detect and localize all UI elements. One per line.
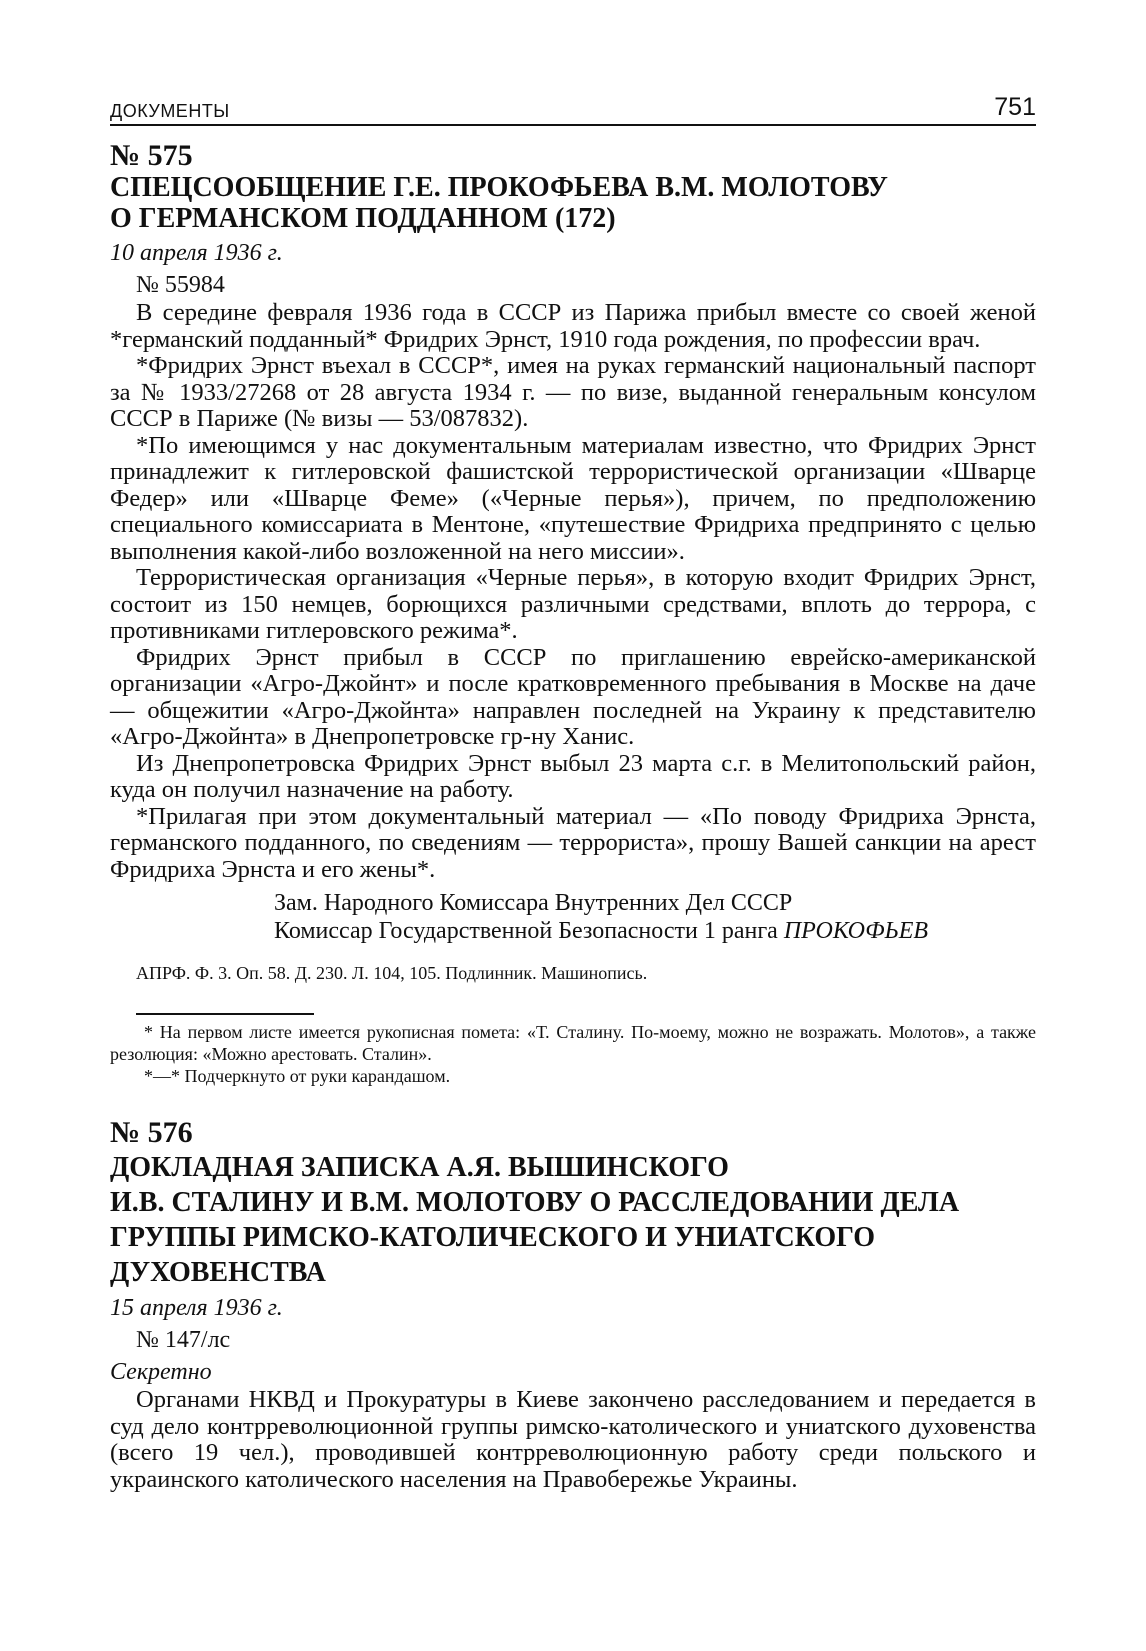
footnote-1: * На первом листе имеется рукописная помета: «Т. Сталину. По-моему, можно не возражать. Молотов», а также резолюция: «Можно арестовать. Сталин». <box>110 1022 1036 1064</box>
signature-block <box>274 889 1036 945</box>
doc-575-ref-number: № 55984 <box>136 272 225 298</box>
signature-role-2-line <box>274 917 1036 945</box>
footnote-divider <box>136 1013 314 1015</box>
section-title: ДОКУМЕНТЫ <box>110 101 230 121</box>
document-575 <box>110 140 1036 1087</box>
paragraph: Из Днепропетровска Фридрих Эрнст выбыл 23 марта с.г. в Мелитопольский район, куда он получил назначение на работу. <box>110 749 1036 803</box>
doc-576-number: № 576 <box>110 1116 193 1149</box>
doc-575-title-line-1: СПЕЦСООБЩЕНИЕ Г.Е. ПРОКОФЬЕВА В.М. МОЛОТОВУ <box>110 172 888 203</box>
paragraph: Фридрих Эрнст прибыл в СССР по приглашению еврейско-американской организации «Агро-Джойнт» и после кратковременного пребывания в Москве на даче — общежитии «Агро-Джойнта» направлен последней на Украину к представителю «Агро-Джойнта» в Днепропетровске гр-ну Ханис. <box>110 643 1036 750</box>
doc-575-date: 10 апреля 1936 г. <box>110 240 283 266</box>
running-head <box>110 88 1036 126</box>
paragraph: В середине февраля 1936 года в СССР из Парижа прибыл вместе со своей женой *германский подданный* Фридрих Эрнст, 1910 года рождения, по профессии врач. <box>110 299 1036 353</box>
doc-576-title-line-4: ДУХОВЕНСТВА <box>110 1257 326 1288</box>
signature-name: ПРОКОФЬЕВ <box>783 918 929 944</box>
signature-role-2: Комиссар Государственной Безопасности 1 ранга <box>274 918 778 944</box>
paragraph: Органами НКВД и Прокуратуры в Киеве закончено расследованием и передается в суд дело контрреволюционной группы римско-католического и униатского духовенства (всего 19 чел.), проводившей контрреволюционную работу среди польского и украинского католического населения на Правобережье Украины. <box>110 1386 1036 1493</box>
signature-role-1: Зам. Народного Комиссара Внутренних Дел СССР <box>274 890 793 916</box>
doc-576-ref-number: № 147/лс <box>136 1327 231 1353</box>
classification-label: Секретно <box>110 1359 212 1385</box>
doc-575-number: № 575 <box>110 139 193 172</box>
doc-576-title-line-1: ДОКЛАДНАЯ ЗАПИСКА А.Я. ВЫШИНСКОГО <box>110 1152 729 1183</box>
doc-576-date: 15 апреля 1936 г. <box>110 1295 283 1321</box>
doc-576-title-line-3: ГРУППЫ РИМСКО-КАТОЛИЧЕСКОГО И УНИАТСКОГО <box>110 1222 876 1253</box>
document-576 <box>110 1117 1036 1493</box>
page-number: 751 <box>994 93 1036 121</box>
document-page <box>110 88 1036 1493</box>
paragraph: *Фридрих Эрнст въехал в СССР*, имея на руках германский национальный паспорт за № 1933/27268 от 28 августа 1934 г. — по визе, выданной генеральным консулом СССР в Париже (№ визы — 53/087832). <box>110 352 1036 432</box>
footnote-2: *—* Подчеркнуто от руки карандашом. <box>144 1066 451 1086</box>
doc-576-body <box>110 1387 1036 1493</box>
paragraph: *По имеющимся у нас документальным материалам известно, что Фридрих Эрнст принадлежит к гитлеровской фашистской террористической организации «Шварце Федер» или «Шварце Феме» («Черные перья»), причем, по предположению специального комиссариата в Ментоне, «путешествие Фридриха предпринято с целью выполнения какой-либо возложенной на него миссии». <box>110 431 1036 565</box>
paragraph: *Прилагая при этом документальный материал — «По поводу Фридриха Эрнста, германского подданного, по сведениям — террориста», прошу Вашей санкции на арест Фридриха Эрнста и его жены*. <box>110 802 1036 883</box>
paragraph: Террористическая организация «Черные перья», в которую входит Фридрих Эрнст, состоит из 150 немцев, борющихся различными средствами, вплоть до террора, с противниками гитлеровского режима*. <box>110 564 1036 644</box>
doc-575-body <box>110 300 1036 883</box>
doc-576-title-line-2: И.В. СТАЛИНУ И В.М. МОЛОТОВУ О РАССЛЕДОВАНИИ ДЕЛА <box>110 1187 960 1218</box>
archive-reference: АПРФ. Ф. 3. Оп. 58. Д. 230. Л. 104, 105. Подлинник. Машинопись. <box>136 963 648 983</box>
doc-575-title-line-2: О ГЕРМАНСКОМ ПОДДАННОМ (172) <box>110 203 616 234</box>
